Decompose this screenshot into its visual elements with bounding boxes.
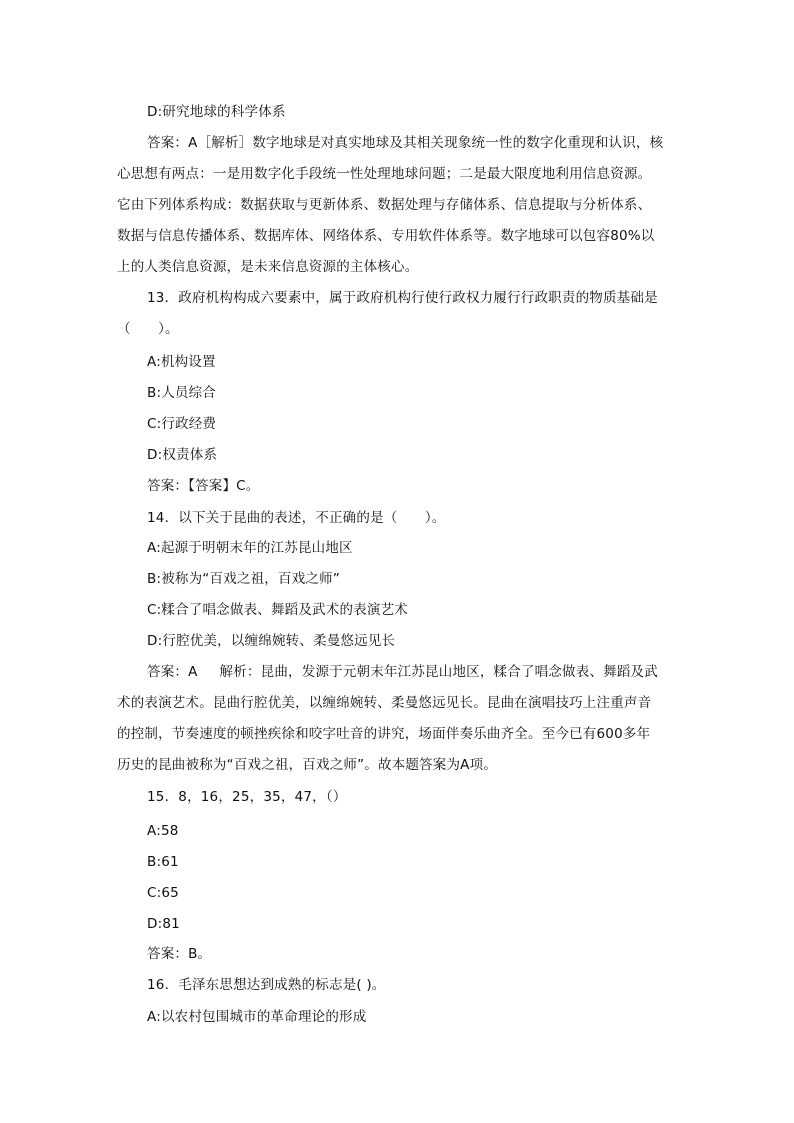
option-b-q14: B:被称为“百戏之祖，百戏之师” bbox=[147, 571, 340, 587]
option-a-q15: A:58 bbox=[147, 823, 179, 839]
answer-q12-line4: 数据与信息传播体系、数据库体、网络体系、专用软件体系等。数字地球可以包容80%以 bbox=[117, 228, 655, 244]
option-c-q14: C:糅合了唱念做表、舞蹈及武术的表演艺术 bbox=[147, 602, 408, 618]
answer-q14-label: 答案：A bbox=[147, 664, 198, 680]
answer-q14-line4: 历史的昆曲被称为“百戏之祖，百戏之师”。故本题答案为A项。 bbox=[117, 757, 498, 773]
answer-q15: 答案：B。 bbox=[147, 946, 212, 962]
option-c-q13: C:行政经费 bbox=[147, 416, 217, 432]
answer-q14-analysis: 解析：昆曲，发源于元朝末年江苏昆山地区，糅合了唱念做表、舞蹈及武 bbox=[219, 664, 658, 680]
answer-q14-line1 bbox=[147, 662, 658, 682]
option-b-q15: B:61 bbox=[147, 854, 179, 870]
question-13-bracket: （ ）。 bbox=[117, 321, 179, 337]
answer-q12-line3: 它由下列体系构成：数据获取与更新体系、数据处理与存储体系、信息提取与分析体系、 bbox=[117, 197, 652, 213]
option-a-q13: A:机构设置 bbox=[147, 354, 216, 370]
answer-q13: 答案：【答案】C。 bbox=[147, 478, 260, 494]
option-a-q16: A:以农村包围城市的革命理论的形成 bbox=[147, 1009, 367, 1025]
question-14: 14．以下关于昆曲的表述，不正确的是（ ）。 bbox=[147, 510, 446, 526]
answer-q14-line3: 的控制，节奏速度的顿挫疾徐和咬字吐音的讲究，场面伴奏乐曲齐全。至今已有600多年 bbox=[117, 726, 651, 742]
option-a-q14: A:起源于明朝末年的江苏昆山地区 bbox=[147, 540, 353, 556]
option-b-q13: B:人员综合 bbox=[147, 385, 217, 401]
option-d-q12: D:研究地球的科学体系 bbox=[147, 104, 286, 120]
option-d-q14: D:行腔优美，以缠绵婉转、柔曼悠远见长 bbox=[147, 633, 396, 649]
question-15: 15．8，16，25，35，47，（） bbox=[147, 789, 347, 805]
answer-q12-line5: 上的人类信息资源，是未来信息资源的主体核心。 bbox=[117, 259, 419, 275]
answer-q12-line2: 心思想有两点：一是用数字化手段统一性处理地球问题；二是最大限度地利用信息资源。 bbox=[117, 166, 652, 182]
option-d-q13: D:权责体系 bbox=[147, 447, 218, 463]
option-d-q15: D:81 bbox=[147, 916, 180, 932]
option-c-q15: C:65 bbox=[147, 885, 179, 901]
answer-q12-line1: 答案：A［解析］数字地球是对真实地球及其相关现象统一性的数字化重现和认识，核 bbox=[147, 135, 664, 151]
question-13: 13．政府机构构成六要素中，属于政府机构行使行政权力履行行政职责的物质基础是 bbox=[147, 290, 658, 306]
answer-q14-line2: 术的表演艺术。昆曲行腔优美，以缠绵婉转、柔曼悠远见长。昆曲在演唱技巧上注重声音 bbox=[117, 695, 652, 711]
question-16: 16．毛泽东思想达到成熟的标志是( )。 bbox=[147, 977, 386, 993]
